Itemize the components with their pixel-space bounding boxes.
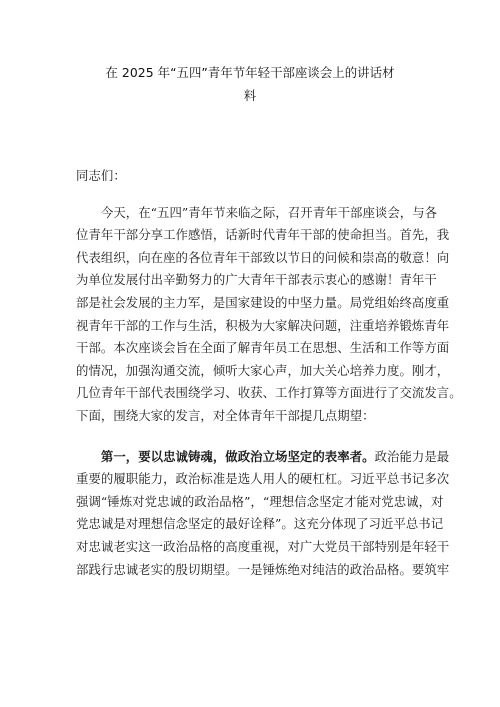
document-title (68, 62, 432, 107)
salutation: 同志们： (76, 168, 126, 183)
document-body (76, 165, 462, 581)
paragraph-gap (76, 188, 436, 202)
paragraph-2-line: 部践行忠诚老实的殷切期望。一是锤炼绝对纯洁的政治品格。要筑牢 (76, 561, 450, 577)
section-heading: 第一，要以忠诚铸魂，做政治立场坚定的表率者。 (76, 448, 375, 464)
paragraph-2-line: 重要的履职能力，政治标准是选人用人的硬杠杠。习近平总书记多次 (76, 471, 450, 487)
paragraph-1-line: 干部。本次座谈会旨在全面了解青年员工在思想、生活和工作等方面 (76, 340, 450, 356)
paragraph-2-first-line (76, 446, 450, 469)
paragraph-1-line: 部是社会发展的主力军，是国家建设的中坚力量。局党组始终高度重 (76, 294, 450, 310)
title-line-1: 在 2025 年“五四”青年节年轻干部座谈会上的讲话材 (105, 65, 395, 80)
paragraph-2-text: 政治能力是最 (374, 448, 450, 464)
paragraph-1-line: 为单位发展付出辛勤努力的广大青年干部表示衷心的感谢！青年干 (76, 272, 437, 288)
paragraph-gap (76, 428, 436, 446)
paragraph-1 (76, 202, 462, 428)
paragraph-2-line: 强调“锤炼对党忠诚的政治品格”，“理想信念坚定才能对党忠诚，对 (76, 493, 444, 509)
paragraph-1-line: 下面，围绕大家的发言，对全体青年干部提几点期望： (76, 407, 375, 423)
paragraph-1-line: 几位青年干部代表围绕学习、收获、工作打算等方面进行了交流发言。 (76, 385, 462, 401)
paragraph-1-line: 的情况，加强沟通交流，倾听大家心声，加大关心培养力度。刚才， (76, 362, 450, 378)
title-line-2: 料 (243, 87, 257, 103)
paragraph-2-line: 党忠诚是对理想信念坚定的最好诠释”。这充分体现了习近平总书记 (76, 516, 444, 532)
paragraph-1-line: 代表组织，向在座的各位青年干部致以节日的问候和崇高的敬意！向 (76, 249, 450, 265)
paragraph-1-line: 视青年干部的工作与生活，积极为大家解决问题，注重培养锻炼青年 (76, 317, 450, 333)
paragraph-2 (76, 446, 450, 582)
paragraph-1-line: 今天，在“五四”青年节来临之际，召开青年干部座谈会，与各 (76, 204, 438, 220)
paragraph-1-line: 位青年干部分享工作感悟，话新时代青年干部的使命担当。首先，我 (76, 227, 450, 243)
paragraph-2-line: 对忠诚老实这一政治品格的高度重视，对广大党员干部特别是年轻干 (76, 538, 450, 554)
